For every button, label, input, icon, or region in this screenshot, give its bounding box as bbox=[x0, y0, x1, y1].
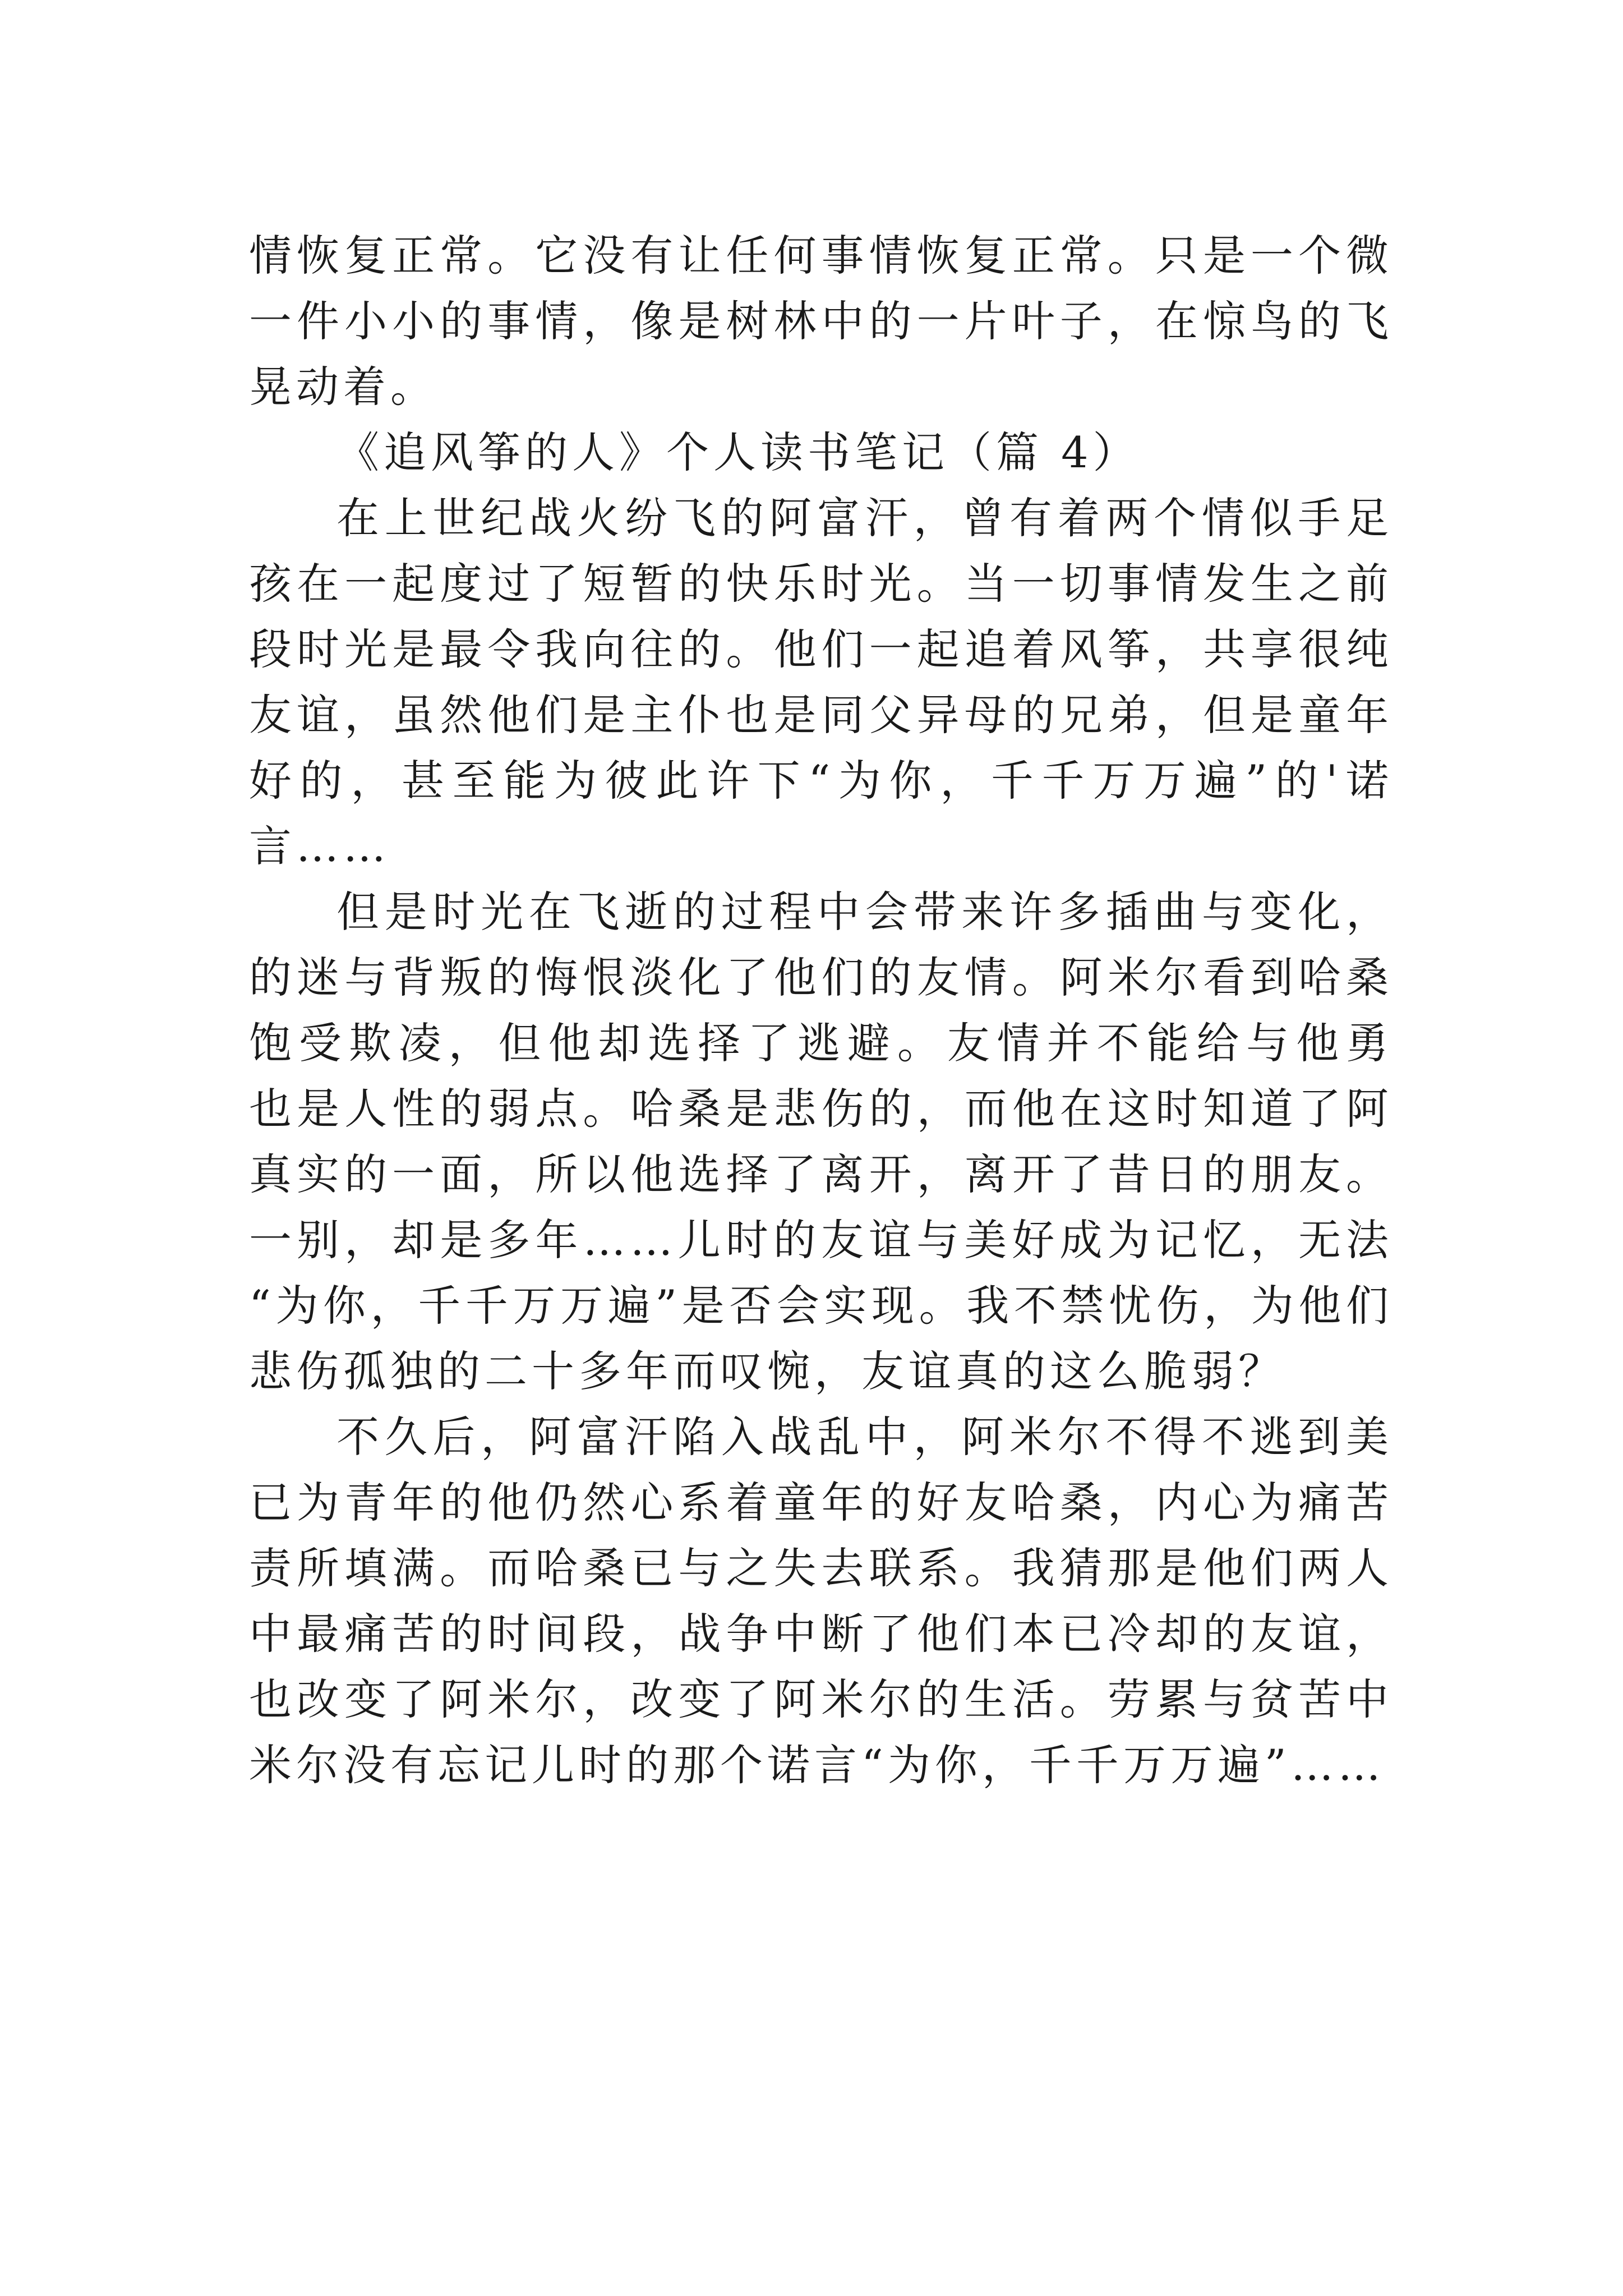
text-line: 情恢复正常。它没有让任何事情恢复正常。只是一个微 bbox=[249, 231, 1393, 280]
section-heading: 《追风筝的人》个人读书笔记（篇 4） bbox=[336, 427, 1140, 477]
text-line: 米尔没有忘记儿时的那个诺言“为你，千千万万遍”…… bbox=[249, 1740, 1385, 1790]
text-line: 的迷与背叛的悔恨淡化了他们的友情。阿米尔看到哈桑 bbox=[249, 953, 1393, 1002]
text-line: 孩在一起度过了短暂的快乐时光。当一切事情发生之前 bbox=[249, 559, 1393, 609]
text-line: 悲伤孤独的二十多年而叹惋，友谊真的这么脆弱？ bbox=[249, 1346, 1285, 1396]
text-line: 好的，甚至能为彼此许下“为你，千千万万遍”的'诺 bbox=[249, 756, 1393, 806]
text-line: 已为青年的他仍然心系着童年的好友哈桑，内心为痛苦 bbox=[249, 1478, 1393, 1527]
text-line: 一别，却是多年……儿时的友谊与美好成为记忆，无法 bbox=[249, 1215, 1393, 1265]
text-line: 也改变了阿米尔，改变了阿米尔的生活。劳累与贫苦中 bbox=[249, 1674, 1393, 1724]
text-line: 饱受欺凌，但他却选择了逃避。友情并不能给与他勇 bbox=[249, 1018, 1393, 1068]
text-line: 真实的一面，所以他选择了离开，离开了昔日的朋友。 bbox=[249, 1149, 1393, 1199]
text-line: 一件小小的事情，像是树林中的一片叶子，在惊鸟的飞 bbox=[249, 296, 1393, 346]
text-line: 不久后，阿富汗陷入战乱中，阿米尔不得不逃到美 bbox=[336, 1412, 1393, 1462]
text-line: 责所填满。而哈桑已与之失去联系。我猜那是他们两人 bbox=[249, 1543, 1393, 1593]
text-line: 中最痛苦的时间段，战争中断了他们本已冷却的友谊， bbox=[249, 1609, 1393, 1659]
text-line: 言…… bbox=[249, 821, 390, 871]
text-line: 也是人性的弱点。哈桑是悲伤的，而他在这时知道了阿 bbox=[249, 1084, 1393, 1134]
text-line: 在上世纪战火纷飞的阿富汗，曾有着两个情似手足 bbox=[336, 493, 1393, 543]
text-line: “为你，千千万万遍”是否会实现。我不禁忧伤，为他们 bbox=[249, 1281, 1393, 1331]
text-line: 友谊，虽然他们是主仆也是同父异母的兄弟，但是童年 bbox=[249, 690, 1393, 740]
text-line: 但是时光在飞逝的过程中会带来许多插曲与变化， bbox=[336, 887, 1393, 937]
text-line: 晃动着。 bbox=[249, 362, 437, 412]
text-line: 段时光是最令我向往的。他们一起追着风筝，共享很纯 bbox=[249, 624, 1393, 674]
